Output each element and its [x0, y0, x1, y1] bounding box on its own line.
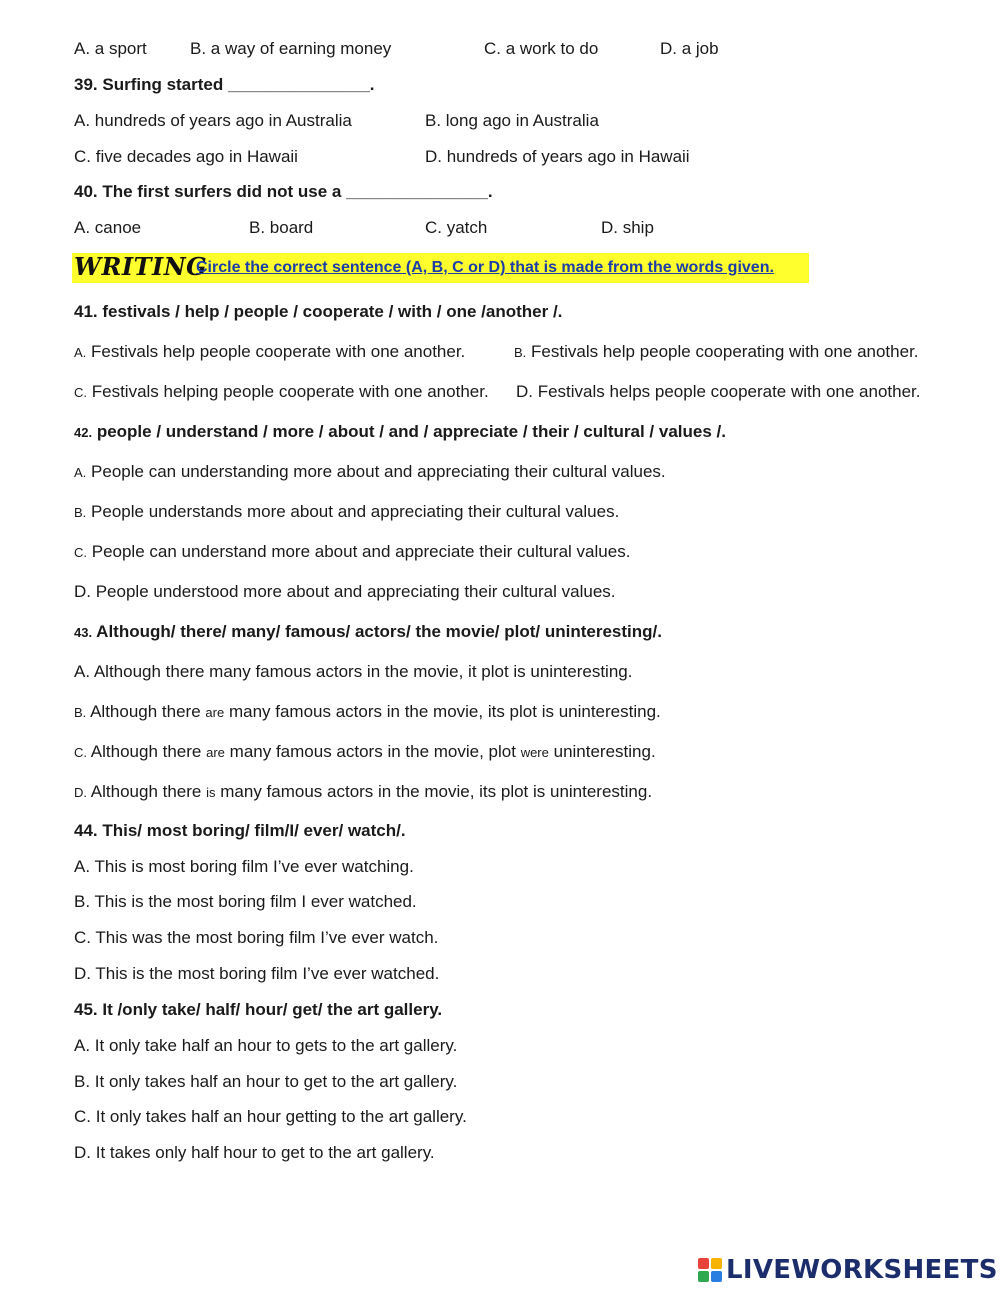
q45-option-a[interactable]: A. It only take half an hour to gets to the art gallery.	[74, 1036, 458, 1055]
logo-grid-icon	[698, 1258, 722, 1282]
q41-option-c[interactable]	[74, 381, 489, 404]
q45-option-c[interactable]: C. It only takes half an hour getting to the art gallery.	[74, 1107, 467, 1126]
question-number: 43.	[74, 625, 93, 640]
q40-option-b[interactable]: B. board	[249, 218, 314, 237]
q38-option-b[interactable]: B. a way of earning money	[190, 39, 392, 58]
option-letter: C.	[74, 545, 87, 560]
q45-option-d[interactable]: D. It takes only half hour to get to the art gallery.	[74, 1143, 435, 1162]
writing-instruction: Circle the correct sentence (A, B, C or D) that is made from the words given.	[196, 259, 774, 276]
option-letter: B.	[74, 705, 87, 720]
q43-option-a[interactable]: A. Although there many famous actors in the movie, it plot is uninteresting.	[74, 662, 633, 681]
option-text: many famous actors in the movie, its plot is uninteresting.	[228, 702, 661, 721]
q42-option-c[interactable]	[74, 541, 630, 564]
option-insert: are	[205, 705, 225, 720]
q41-question: 41. festivals / help / people / cooperate / with / one /another /.	[74, 302, 563, 321]
q42-option-b[interactable]	[74, 501, 619, 524]
logo-square-yellow	[711, 1258, 722, 1269]
option-text: Festivals helping people cooperate with one another.	[91, 382, 489, 401]
option-text: many famous actors in the movie, its plot is uninteresting.	[220, 782, 653, 801]
q41-option-a[interactable]	[74, 341, 465, 364]
q44-option-b[interactable]: B. This is the most boring film I ever watched.	[74, 892, 417, 911]
q41-option-b[interactable]	[514, 341, 919, 364]
q40-option-d[interactable]: D. ship	[601, 218, 654, 237]
option-letter: A.	[74, 465, 87, 480]
q42-option-d[interactable]: D. People understood more about and appreciating their cultural values.	[74, 582, 616, 601]
q45-question: 45. It /only take/ half/ hour/ get/ the art gallery.	[74, 1000, 443, 1019]
option-text: Although there	[90, 702, 201, 721]
q40-question: 40. The first surfers did not use a _______________.	[74, 182, 493, 201]
option-text: Although there	[90, 782, 202, 801]
q39-option-b[interactable]: B. long ago in Australia	[425, 111, 599, 130]
q44-option-c[interactable]: C. This was the most boring film I’ve ever watch.	[74, 928, 439, 947]
q43-question	[74, 621, 662, 644]
q39-question: 39. Surfing started _______________.	[74, 75, 375, 94]
liveworksheets-logo	[698, 1255, 998, 1285]
option-letter: D.	[74, 785, 87, 800]
option-letter: C.	[74, 385, 87, 400]
option-letter: B.	[514, 345, 527, 360]
q38-option-c[interactable]: C. a work to do	[484, 39, 599, 58]
q40-option-a[interactable]: A. canoe	[74, 218, 142, 237]
option-text: People understands more about and appreciating their cultural values.	[91, 502, 620, 521]
q39-option-c[interactable]: C. five decades ago in Hawaii	[74, 147, 298, 166]
q43-option-b[interactable]	[74, 701, 661, 724]
q39-option-a[interactable]: A. hundreds of years ago in Australia	[74, 111, 352, 130]
logo-square-red	[698, 1258, 709, 1269]
q40-option-c[interactable]: C. yatch	[425, 218, 488, 237]
q44-option-a[interactable]: A. This is most boring film I’ve ever watching.	[74, 857, 414, 876]
option-letter: C.	[74, 745, 87, 760]
q42-option-a[interactable]	[74, 461, 666, 484]
q43-option-d[interactable]	[74, 781, 652, 804]
question-text: Although/ there/ many/ famous/ actors/ the movie/ plot/ uninteresting/.	[96, 622, 662, 641]
logo-square-green	[698, 1271, 709, 1282]
q39-option-d[interactable]: D. hundreds of years ago in Hawaii	[425, 147, 690, 166]
option-text: People can understanding more about and appreciating their cultural values.	[91, 462, 666, 481]
q44-option-d[interactable]: D. This is the most boring film I’ve ever watched.	[74, 964, 440, 983]
option-text: many famous actors in the movie, plot	[229, 742, 516, 761]
option-insert: are	[206, 745, 225, 760]
question-number: 42.	[74, 425, 93, 440]
q41-option-d[interactable]: D. Festivals helps people cooperate with one another.	[516, 382, 921, 401]
logo-square-blue	[711, 1271, 722, 1282]
option-text: Although there	[90, 742, 202, 761]
option-letter: B.	[74, 505, 87, 520]
q43-option-c[interactable]	[74, 741, 656, 764]
option-text: People can understand more about and appreciate their cultural values.	[91, 542, 631, 561]
q45-option-b[interactable]: B. It only takes half an hour to get to the art gallery.	[74, 1072, 458, 1091]
option-text: uninteresting.	[553, 742, 656, 761]
option-insert: is	[206, 785, 216, 800]
logo-text: LIVEWORKSHEETS	[726, 1255, 998, 1285]
option-letter: A.	[74, 345, 87, 360]
q38-option-d[interactable]: D. a job	[660, 39, 719, 58]
writing-title: WRITING	[74, 252, 208, 281]
question-text: people / understand / more / about / and / appreciate / their / cultural / values /.	[96, 422, 726, 441]
option-text: Festivals help people cooperating with one another.	[531, 342, 919, 361]
q42-question	[74, 421, 726, 444]
q38-option-a[interactable]: A. a sport	[74, 39, 147, 58]
option-insert: were	[520, 745, 549, 760]
q44-question: 44. This/ most boring/ film/I/ ever/ watch/.	[74, 821, 406, 840]
option-text: Festivals help people cooperate with one another.	[91, 342, 466, 361]
